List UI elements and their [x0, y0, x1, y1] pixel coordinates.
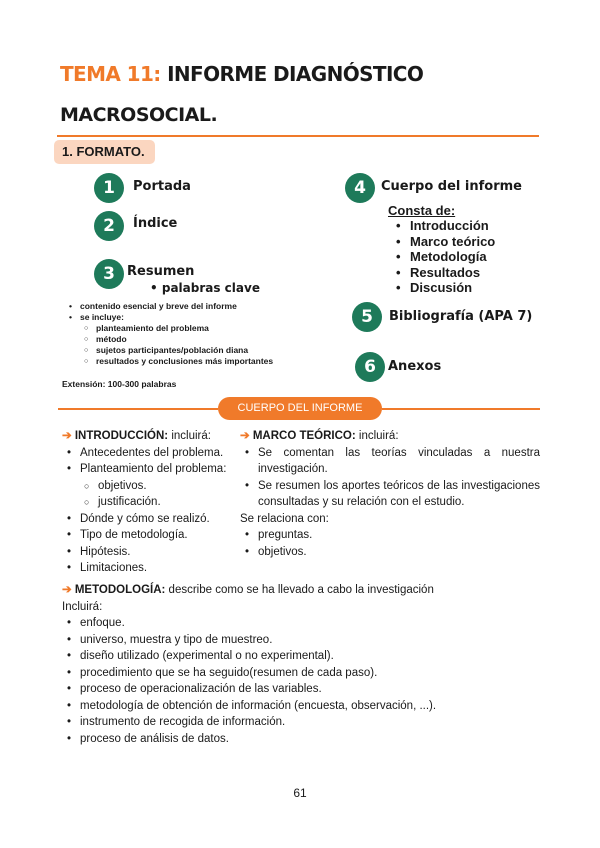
section-number-badge: 1 [94, 173, 124, 203]
introduccion-section [62, 428, 242, 577]
title-divider [57, 135, 539, 137]
list-item: • Dónde y cómo se realizó. [62, 511, 242, 528]
list-subitem: ○ planteamiento del problema [64, 323, 273, 334]
palabras-clave: palabras clave [161, 281, 260, 295]
list-item: • Introducción [396, 218, 495, 234]
resumen-extension: Extensión: 100-300 palabras [62, 379, 177, 389]
list-item: • proceso de operacionalización de las variables. [62, 681, 542, 698]
consta-label: Consta de: [388, 203, 456, 218]
list-item: • universo, muestra y tipo de muestreo. [62, 632, 542, 649]
list-item: • procedimiento que se ha seguido(resumen de cada paso). [62, 665, 542, 682]
introduccion-lead: incluirá: [168, 430, 211, 442]
page-title [60, 62, 423, 86]
section-number-badge: 4 [345, 173, 375, 203]
list-item: • Metodología [396, 249, 495, 265]
section-title-bibliografia: Bibliografía (APA 7) [389, 309, 533, 324]
list-item: • Tipo de metodología. [62, 527, 242, 544]
list-item: • proceso de análisis de datos. [62, 731, 542, 748]
list-item: • contenido esencial y breve del informe [64, 301, 273, 312]
list-item: • se incluye: [64, 312, 273, 323]
section-number-badge: 2 [94, 211, 124, 241]
metodologia-section [62, 582, 542, 747]
metodologia-lead: describe como se ha llevado a cabo la investigación [165, 584, 434, 596]
list-item: • enfoque. [62, 615, 542, 632]
list-item: • Se comentan las teorías vinculadas a nuestra investigación. [240, 445, 540, 478]
cuerpo-banner: CUERPO DEL INFORME [218, 397, 382, 420]
list-item: • Discusión [396, 280, 495, 296]
arrow-icon: ➔ [240, 430, 250, 442]
relacion-label: Se relaciona con: [240, 512, 329, 525]
list-item: • Se resumen los aportes teóricos de las investigaciones consultadas y su relación con el estudio. [240, 478, 540, 511]
section-title-indice: Índice [133, 216, 178, 231]
marco-lead: incluirá: [355, 430, 399, 442]
section-number-badge: 6 [355, 352, 385, 382]
list-subitem: ○ resultados y conclusiones más importantes [64, 356, 273, 367]
list-item: • diseño utilizado (experimental o no experimental). [62, 648, 542, 665]
list-item: • metodología de obtención de información (encuesta, observación, ...). [62, 698, 542, 715]
banner-divider-right [382, 408, 540, 410]
list-item: • objetivos. [240, 544, 540, 561]
introduccion-heading [62, 428, 242, 445]
section-number-badge: 5 [352, 302, 382, 332]
list-item: • Resultados [396, 265, 495, 281]
resumen-sub-bullet: • palabras clave [150, 281, 260, 295]
resumen-list [64, 301, 273, 367]
arrow-icon: ➔ [62, 584, 72, 596]
marco-section [240, 428, 540, 560]
metodologia-heading [62, 582, 542, 599]
formato-tag: 1. FORMATO. [54, 140, 155, 164]
title-prefix: TEMA 11: [60, 62, 161, 86]
list-item: • instrumento de recogida de información. [62, 714, 542, 731]
page-number: 61 [293, 786, 307, 800]
list-subitem: ○ método [64, 334, 273, 345]
list-item: • Marco teórico [396, 234, 495, 250]
list-item: • Hipótesis. [62, 544, 242, 561]
list-subitem: ○ justificación. [62, 494, 242, 511]
section-title-portada: Portada [133, 179, 191, 194]
cuerpo-list [396, 218, 495, 296]
arrow-icon: ➔ [62, 430, 72, 442]
title-main: INFORME DIAGNÓSTICO [167, 62, 424, 86]
section-title-cuerpo: Cuerpo del informe [381, 179, 522, 194]
section-number-badge: 3 [94, 259, 124, 289]
list-item: • preguntas. [240, 527, 540, 544]
list-subitem: ○ objetivos. [62, 478, 242, 495]
list-item: • Antecedentes del problema. [62, 445, 242, 462]
section-title-anexos: Anexos [388, 359, 442, 374]
list-item: • Planteamiento del problema: [62, 461, 242, 478]
banner-divider-left [58, 408, 218, 410]
introduccion-label: INTRODUCCIÓN: [74, 430, 169, 442]
metodologia-label: METODOLOGÍA: [74, 584, 166, 596]
marco-label: MARCO TEÓRICO: [252, 430, 356, 442]
marco-heading [240, 428, 540, 445]
incluira-label: Incluirá: [62, 600, 103, 613]
section-title-resumen: Resumen [127, 264, 195, 279]
list-item: • Limitaciones. [62, 560, 242, 577]
page-title-line2: MACROSOCIAL. [60, 104, 218, 126]
list-subitem: ○ sujetos participantes/población diana [64, 345, 273, 356]
